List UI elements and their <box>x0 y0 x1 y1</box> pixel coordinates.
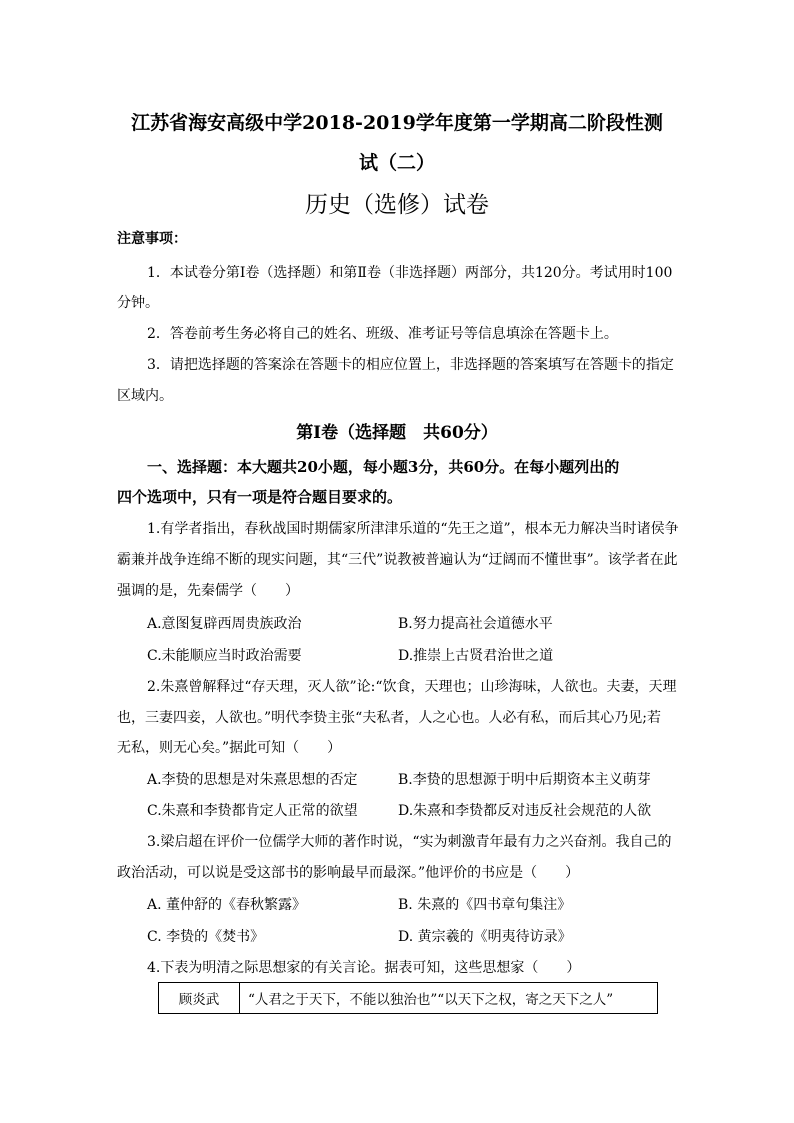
question-2-option-a: A.李贽的思想是对朱熹思想的否定 <box>147 772 358 788</box>
question-3-text: 3.梁启超在评价一位儒学大师的著作时说，“实为刺激青年最有力之兴奋剂。我自己的 <box>147 834 672 850</box>
notes-item: 3．请把选择题的答案涂在答题卡的相应位置上，非选择题的答案填写在答题卡的指定 <box>147 357 674 373</box>
question-2-text: 2.朱熹曾解释过“存天理，灭人欲”论:“饮食，天理也；山珍海味，人欲也。夫妻，天理 <box>147 679 677 695</box>
section-title: 第Ⅰ卷（选择题 共60分） <box>296 423 498 443</box>
notes-item: 2．答卷前考生务必将自己的姓名、班级、准考证号等信息填涂在答题卡上。 <box>147 326 618 342</box>
question-3-option-a: A. 董仲舒的《春秋繁露》 <box>147 897 307 913</box>
question-4-table <box>158 982 658 1014</box>
question-2-option-d: D.朱熹和李贽都反对违反社会规范的人欲 <box>398 803 652 819</box>
question-3-option-c: C. 李贽的《焚书》 <box>147 929 265 945</box>
question-1-option-a: A.意图复辟西周贵族政治 <box>147 616 302 632</box>
question-1-text: 霸兼并战争连绵不断的现实问题，其“三代”说教被普遍认为“迂阔而不懂世事”。该学者在此 <box>117 552 678 568</box>
table-cell-thinker: 顾炎武 <box>159 983 240 1014</box>
question-1-text: 1.有学者指出，春秋战国时期儒家所津津乐道的“先王之道”，根本无力解决当时诸侯争 <box>147 521 679 537</box>
question-3-option-b: B. 朱熹的《四书章句集注》 <box>398 897 572 913</box>
question-1-option-b: B.努力提高社会道德水平 <box>398 616 553 632</box>
question-2-option-b: B.李贽的思想源于明中后期资本主义萌芽 <box>398 772 651 788</box>
table-row <box>159 983 658 1014</box>
question-2-text: 无私，则无心矣。”据此可知（ ） <box>117 740 342 756</box>
question-1-option-d: D.推崇上古贤君治世之道 <box>398 648 554 664</box>
notes-item: 1．本试卷分第Ⅰ卷（选择题）和第Ⅱ卷（非选择题）两部分，共120分。考试用时100 <box>147 265 673 281</box>
question-1-option-c: C.未能顺应当时政治需要 <box>147 648 302 664</box>
question-2-option-c: C.朱熹和李贽都肯定人正常的欲望 <box>147 803 358 819</box>
question-3-option-d: D. 黄宗羲的《明夷待访录》 <box>398 929 572 945</box>
section-instruction: 四个选项中，只有一项是符合题目要求的。 <box>117 488 403 506</box>
question-4-text: 4.下表为明清之际思想家的有关言论。据表可知，这些思想家（ ） <box>147 960 581 976</box>
exam-title-line2: 试（二） <box>358 152 435 174</box>
question-2-text: 也，三妻四妾，人欲也。”明代李贽主张“夫私者，人之心也。人必有私，而后其心乃见;若 <box>117 710 662 726</box>
exam-subtitle: 历史（选修）试卷 <box>305 192 489 218</box>
section-instruction: 一、选择题：本大题共20小题，每小题3分，共60分。在每小题列出的 <box>147 458 620 476</box>
question-1-text: 强调的是，先秦儒学（ ） <box>117 583 299 599</box>
notes-heading: 注意事项： <box>117 231 187 247</box>
question-3-text: 政治活动，可以说是受这部书的影响最早而最深。”他评价的书应是（ ） <box>117 865 580 881</box>
exam-title-line1: 江苏省海安高级中学2018-2019学年度第一学期高二阶段性测 <box>131 112 663 134</box>
table-cell-quote: “人君之于天下，不能以独治也”“以天下之权，寄之天下之人” <box>240 983 658 1014</box>
notes-item: 区域内。 <box>117 388 173 404</box>
notes-item: 分钟。 <box>117 295 159 311</box>
